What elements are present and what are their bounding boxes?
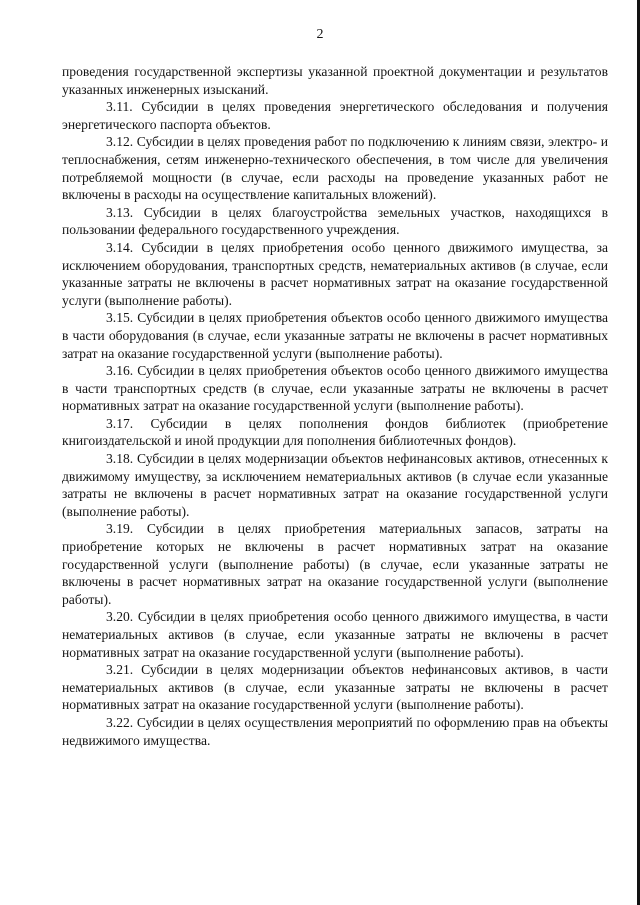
paragraph-3-15: 3.15. Субсидии в целях приобретения объектов особо ценного движимого имущества в части оборудования (в случае, если указанные затраты не включены в расчет нормативных затрат на оказание государственной услуги (выполнение работы). [62,310,608,361]
paragraph-3-21: 3.21. Субсидии в целях модернизации объектов нефинансовых активов, в части нематериальных активов (в случае, если указанные затраты не включены в расчет нормативных затрат на оказание государственной услуги (выполнение работы). [62,662,608,713]
paragraph-3-20: 3.20. Субсидии в целях приобретения особо ценного движимого имущества, в части нематериальных активов (в случае, если указанные затраты не включены в расчет нормативных затрат на оказание государственной услуги (выполнение работы). [62,609,608,660]
paragraph-3-16: 3.16. Субсидии в целях приобретения объектов особо ценного движимого имущества в части транспортных средств (в случае, если указанные затраты не включены в расчет нормативных затрат на оказание государственной услуги (выполнение работы). [62,363,608,414]
paragraph-3-13: 3.13. Субсидии в целях благоустройства земельных участков, находящихся в пользовании федерального государственного учреждения. [62,204,608,238]
paragraph-3-17: 3.17. Субсидии в целях пополнения фондов библиотек (приобретение книгоиздательской и иной продукции для пополнения библиотечных фондов). [62,415,608,449]
paragraph-3-11: 3.11. Субсидии в целях проведения энергетического обследования и получения энергетического паспорта объектов. [62,99,608,132]
page-number: 2 [316,27,324,42]
paragraph-3-18: 3.18. Субсидии в целях модернизации объектов нефинансовых активов, отнесенных к движимому имуществу, за исключением нематериальных активов (в случае если указанные затраты не включены в расчет нормативных затрат на оказание государственной услуги (выполнение работы). [62,451,608,519]
paragraph-continuation: проведения государственной экспертизы указанной проектной документации и результатов указанных инженерных изысканий. [62,64,608,97]
paragraph-3-14: 3.14. Субсидии в целях приобретения особо ценного движимого имущества, за исключением оборудования, транспортных средств, нематериальных активов (в случае, если указанные затраты не включены в расчет нормативных затрат на оказание государственной услуги (выполнение работы). [62,239,608,308]
document-body [62,63,608,749]
paragraph-3-22: 3.22. Субсидии в целях осуществления мероприятий по оформлению прав на объекты недвижимого имущества. [62,714,608,748]
paragraph-3-19: 3.19. Субсидии в целях приобретения материальных запасов, затраты на приобретение которых не включены в расчет нормативных затрат на оказание государственной услуги (выполнение работы) (в случае, если указанные затраты не включены в расчет нормативных затрат на оказание государственной услуги (выполнение работы). [62,521,608,607]
paragraph-3-12: 3.12. Субсидии в целях проведения работ по подключению к линиям связи, электро- и теплоснабжения, сетям инженерно-технического обеспечения, в том числе для увеличения потребляемой мощности (в случае, если расходы на проведение указанных работ не включены в расходы на осуществление капитальных вложений). [62,134,608,203]
